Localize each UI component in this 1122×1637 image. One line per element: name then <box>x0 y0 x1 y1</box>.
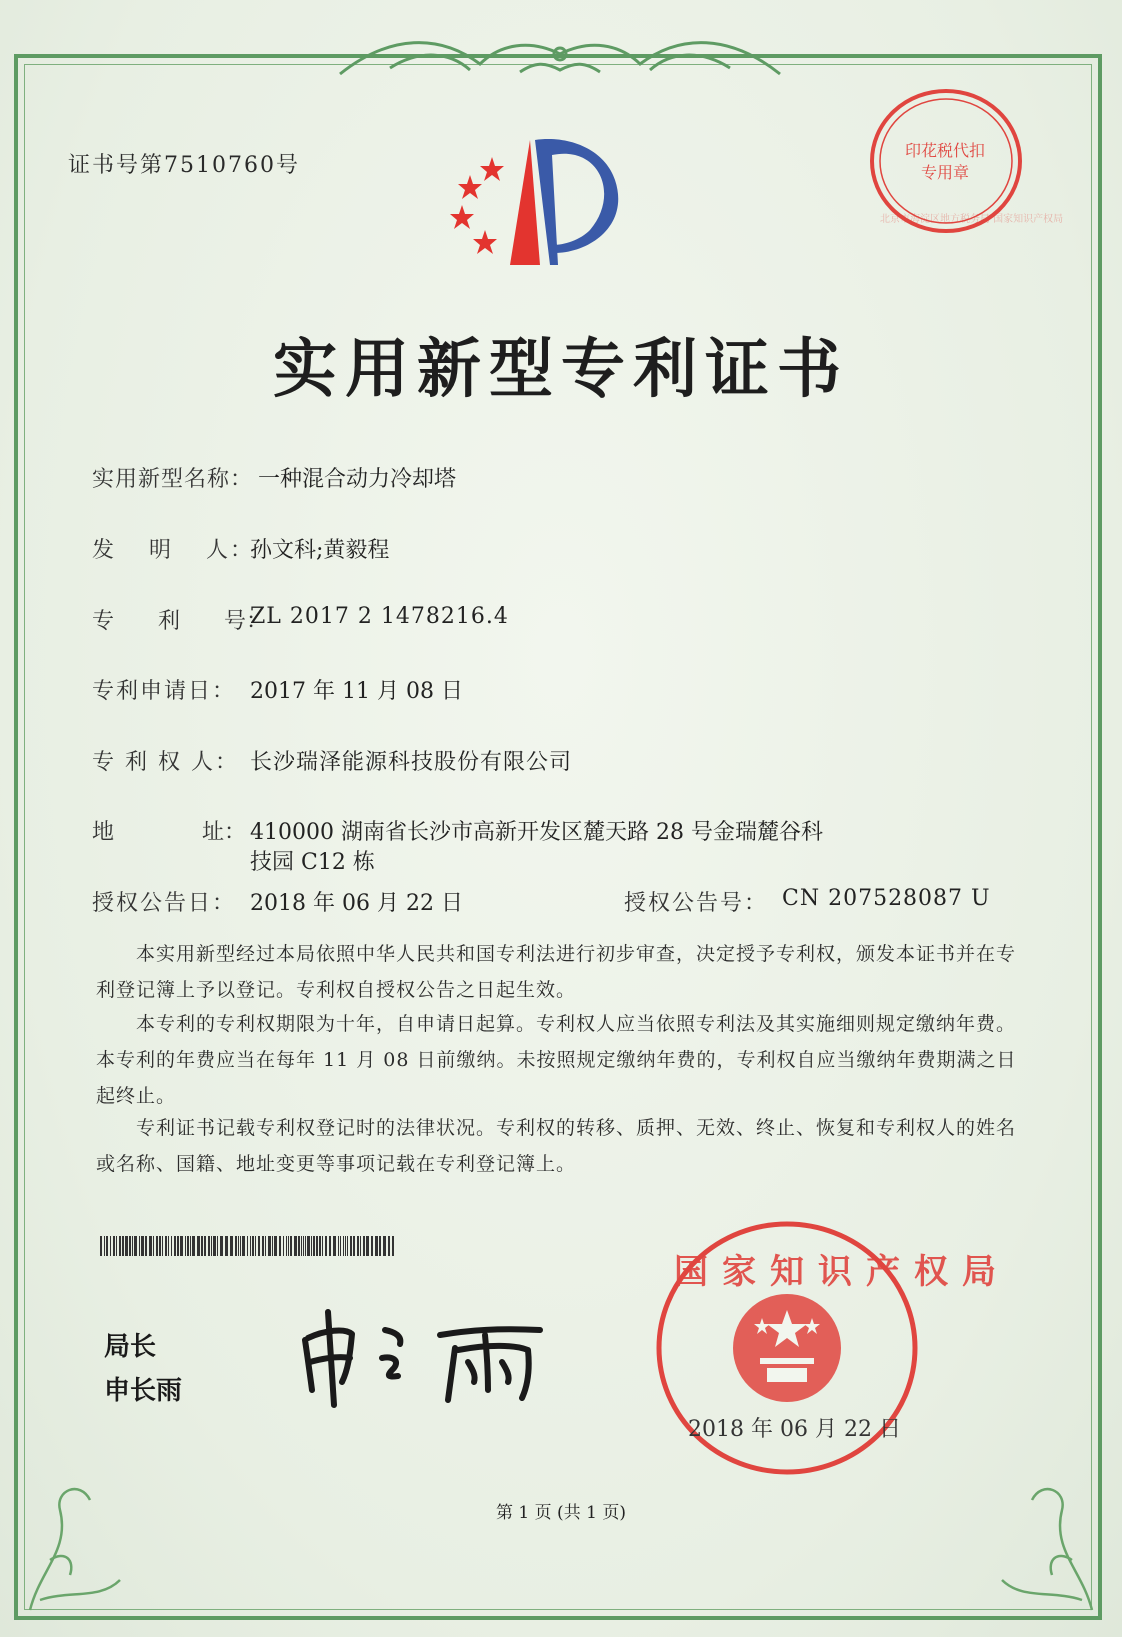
tax-stamp-text: 印花税代扣专用章 <box>904 141 985 182</box>
field-value-filing-date: 2017 年 11 月 08 日 <box>250 679 463 704</box>
signatory-name: 申长雨 <box>104 1376 183 1406</box>
field-value-inventor: 孙文科;黄毅程 <box>250 538 390 563</box>
field-value-address-line2: 技园 C12 栋 <box>250 850 375 875</box>
page-title: 实用新型专利证书 <box>273 333 849 407</box>
field-value-grant-no: CN 207528087 U <box>782 886 991 911</box>
field-value-grant-date: 2018 年 06 月 22 日 <box>250 891 463 916</box>
field-label-patent-no: 专 利 号： <box>92 609 269 634</box>
page-footer: 第 1 页 (共 1 页) <box>496 1503 626 1523</box>
field-label-name: 实用新型名称： <box>92 467 254 492</box>
bottom-right-ornament <box>982 1450 1102 1620</box>
certificate-number: 证书号第7510760号 <box>68 153 300 178</box>
paragraph-1: 本实用新型经过本局依照中华人民共和国专利法进行初步审查，决定授予专利权，颁发本证书并在专利登记簿上予以登记。专利权自授权公告之日起生效。 <box>96 943 1017 1001</box>
seal-date: 2018 年 06 月 22 日 <box>688 1417 901 1442</box>
paragraph-3: 专利证书记载专利权登记时的法律状况。专利权的转移、质押、无效、终止、恢复和专利权人的姓名或名称、国籍、地址变更等事项记载在专利登记簿上。 <box>96 1117 1017 1175</box>
field-label-grant-no: 授权公告号： <box>624 891 769 916</box>
field-value-name: 一种混合动力冷却塔 <box>258 467 457 492</box>
field-value-patent-no: ZL 2017 2 1478216.4 <box>250 604 509 629</box>
field-label-address: 地 址： <box>92 820 247 845</box>
cnipa-logo-icon <box>440 135 630 275</box>
signatory-title: 局长 <box>104 1332 157 1362</box>
bottom-left-ornament <box>20 1450 140 1620</box>
paragraph-2: 本专利的专利权期限为十年，自申请日起算。专利权人应当依照专利法及其实施细则规定缴纳年费。本专利的年费应当在每年 11 月 08 日前缴纳。未按照规定缴纳年费的，专利权自应当缴纳年费期满之日起终止。 <box>96 1013 1017 1107</box>
top-ornament <box>330 24 790 84</box>
field-label-filing-date: 专利申请日： <box>92 679 237 704</box>
barcode-gap <box>394 1236 396 1256</box>
field-label-grant-date: 授权公告日： <box>92 891 237 916</box>
barcode <box>100 1236 400 1256</box>
field-value-patentee: 长沙瑞泽能源科技股份有限公司 <box>250 750 573 775</box>
handwritten-signature <box>290 1300 560 1410</box>
field-value-address: 410000 湖南省长沙市高新开发区麓天路 28 号金瑞麓谷科 <box>250 820 823 845</box>
official-seal-text: 国家知识产权局 <box>674 1252 1010 1292</box>
tax-stamp-ring: 北京市海淀区地方税务局 国家知识产权局 <box>880 214 1064 225</box>
field-label-patentee: 专 利 权 人： <box>92 750 239 775</box>
field-label-inventor: 发 明 人： <box>92 538 254 563</box>
